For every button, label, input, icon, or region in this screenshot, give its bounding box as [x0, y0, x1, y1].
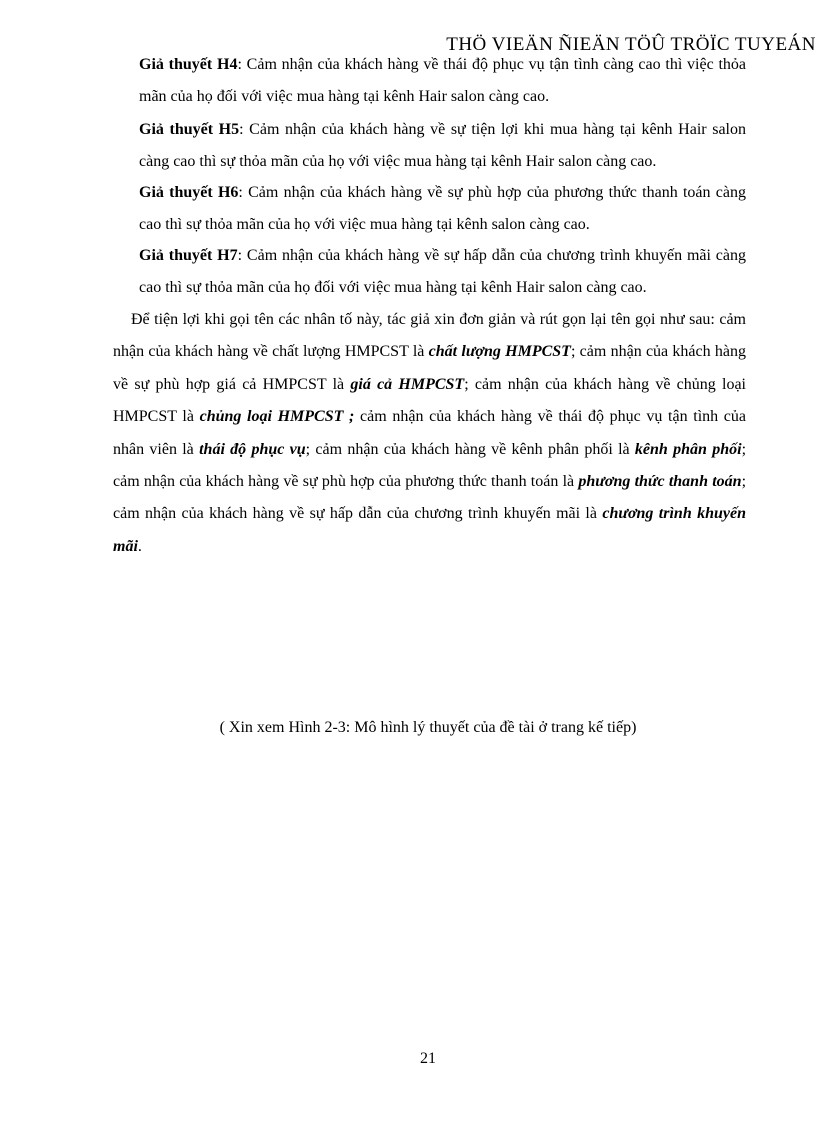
summary-text: ; cảm nhận của khách hàng về sự phù hợp giá cả HMPCST là	[113, 343, 747, 393]
page-number: 21	[420, 1050, 436, 1067]
term-phuong-thuc-thanh-toan: phương thức thanh toán	[578, 473, 742, 491]
term-chat-luong: chất lượng HMPCST	[428, 343, 571, 361]
hypothesis-h5	[139, 114, 746, 179]
hypothesis-h4	[139, 49, 746, 114]
term-chung-loai: chủng loại HMPCST ;	[199, 408, 355, 426]
hypothesis-text: : Cảm nhận của khách hàng về sự hấp dẫn của chương trình khuyến mãi càng cao thì sự thỏa mãn của họ đối với việc mua hàng tại kênh Hair salon càng cao.	[139, 247, 747, 297]
term-kenh-phan-phoi: kênh phân phối	[634, 440, 742, 458]
term-chuong-trinh-khuyen-mai: chương trình khuyến mãi	[113, 505, 746, 555]
watermark-header: THÖ VIEÄN ÑIEÄN TÖÛ TRÖÏC TUYEÁN	[446, 34, 816, 55]
hypothesis-text: : Cảm nhận của khách hàng về sự phù hợp của phương thức thanh toán càng cao thì sự thỏa mãn của họ với việc mua hàng tại kênh salon càng cao.	[139, 184, 746, 234]
hypothesis-text: : Cảm nhận của khách hàng về sự tiện lợi khi mua hàng tại kênh Hair salon càng cao thì sự thỏa mãn của họ với việc mua hàng tại kênh Hair salon càng cao.	[139, 121, 746, 171]
hypothesis-h6	[139, 177, 746, 242]
summary-paragraph	[113, 304, 746, 563]
hypothesis-label: Giả thuyết H7	[139, 247, 238, 264]
term-gia-ca: giá cả HMPCST	[350, 375, 465, 393]
summary-text: ; cảm nhận của khách hàng về sự phù hợp của phương thức thanh toán là	[113, 440, 747, 491]
hypothesis-text: : Cảm nhận của khách hàng về thái độ phục vụ tận tình càng cao thì việc thỏa mãn của họ đối với việc mua hàng tại kênh Hair salon càng cao.	[139, 56, 747, 106]
figure-reference-caption: ( Xin xem Hình 2-3: Mô hình lý thuyết của đề tài ở trang kế tiếp)	[219, 719, 637, 736]
hypothesis-label: Giả thuyết H6	[139, 184, 239, 201]
summary-text: ; cảm nhận của khách hàng về sự hấp dẫn của chương trình khuyến mãi là	[113, 473, 747, 523]
summary-text: cảm nhận của khách hàng về thái độ phục vụ tận tình của nhân viên là	[113, 408, 746, 458]
summary-text: .	[137, 537, 142, 555]
term-thai-do-phuc-vu: thái độ phục vụ	[199, 440, 306, 458]
hypothesis-h7	[139, 240, 746, 305]
hypothesis-label: Giả thuyết H5	[139, 121, 240, 138]
hypothesis-label: Giả thuyết H4	[139, 56, 238, 73]
summary-text: Để tiện lợi khi gọi tên các nhân tố này, tác giả xin đơn giản và rút gọn lại tên gọi như sau: cảm nhận của khách hàng về chất lượng HMPCST là	[113, 311, 746, 361]
summary-text: ; cảm nhận của khách hàng về kênh phân phối là	[305, 440, 635, 458]
summary-text: ; cảm nhận của khách hàng về chủng loại HMPCST là	[113, 375, 746, 426]
